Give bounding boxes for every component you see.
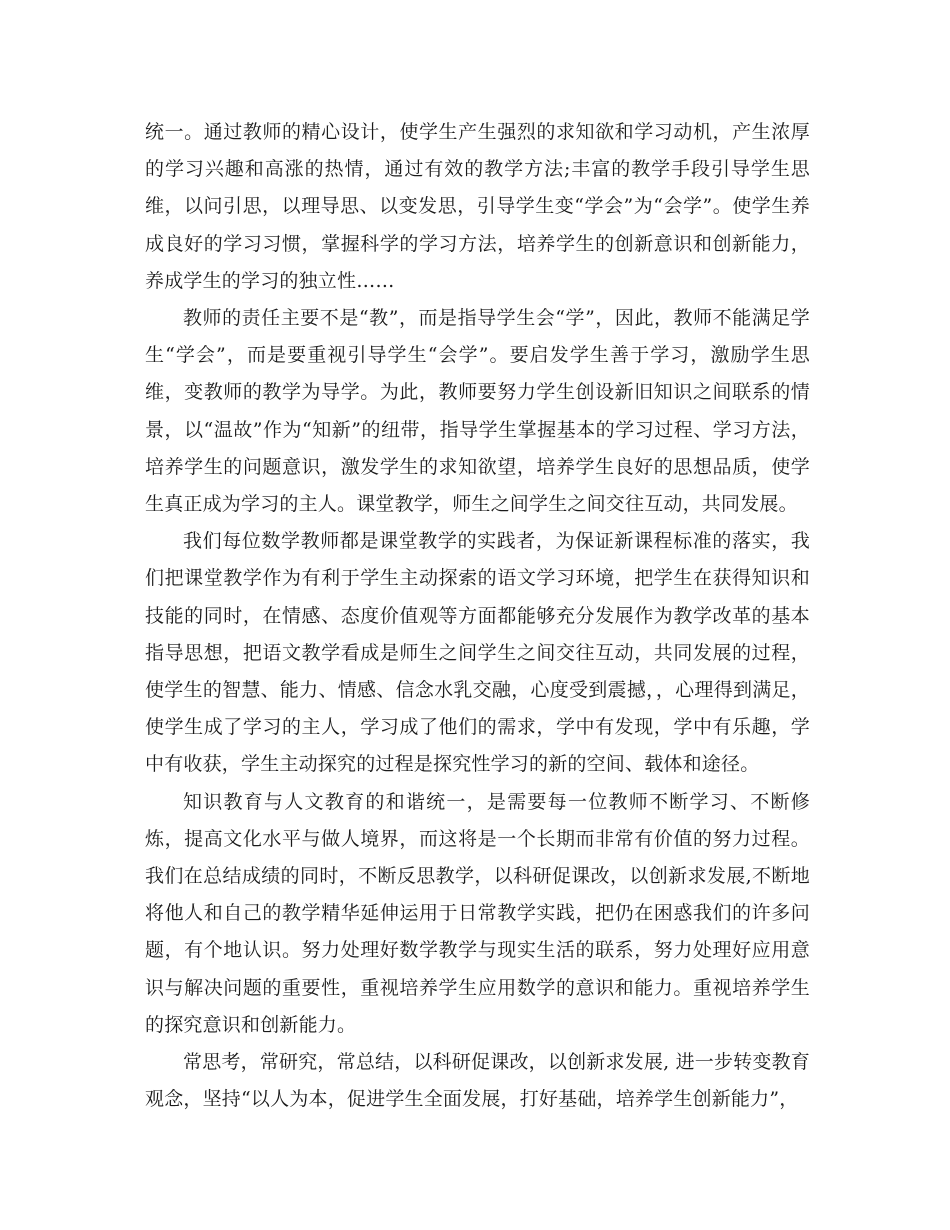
paragraph-4: 知识教育与人文教育的和谐统一，是需要每一位教师不断学习、不断修炼，提高文化水平与做人境界，而这将是一个长期而非常有价值的努力过程。我们在总结成绩的同时，不断反思教学，以科研促课改，以创新求发展,不断地将他人和自己的教学精华延伸运用于日常教学实践，把仍在困惑我们的许多问题，有个地认识。努力处理好数学教学与现实生活的联系，努力处理好应用意识与解决问题的重要性，重视培养学生应用数学的意识和能力。重视培养学生的探究意识和创新能力。 (145, 790, 810, 1036)
document-body (145, 114, 810, 1118)
paragraph-5: 常思考，常研究，常总结，以科研促课改，以创新求发展, 进一步转变教育观念，坚持“以人为本，促进学生全面发展，打好基础，培养学生创新能力”， (145, 1051, 810, 1111)
paragraph-2: 教师的责任主要不是“教”，而是指导学生会“学”，因此，教师不能满足学生“学会”，而是要重视引导学生“会学”。要启发学生善于学习，激励学生思维，变教师的教学为导学。为此，教师要努力学生创设新旧知识之间联系的情景，以“温故”作为“知新”的纽带，指导学生掌握基本的学习过程、学习方法，培养学生的问题意识，激发学生的求知欲望，培养学生良好的思想品质，使学生真正成为学习的主人。课堂教学，师生之间学生之间交往互动，共同发展。 (145, 307, 810, 516)
paragraph-1: 统一。通过教师的精心设计，使学生产生强烈的求知欲和学习动机，产生浓厚的学习兴趣和高涨的热情，通过有效的教学方法;丰富的教学手段引导学生思维，以问引思，以理导思、以变发思，引导学生变“学会”为“会学”。使学生养成良好的学习习惯，掌握科学的学习方法，培养学生的创新意识和创新能力，养成学生的学习的独立性…… (145, 121, 810, 292)
paragraph-3: 我们每位数学教师都是课堂教学的实践者，为保证新课程标准的落实，我们把课堂教学作为有利于学生主动探索的语文学习环境，把学生在获得知识和技能的同时，在情感、态度价值观等方面都能够充分发展作为教学改革的基本指导思想，把语文教学看成是师生之间学生之间交往互动，共同发展的过程，使学生的智慧、能力、情感、信念水乳交融，心度受到震撼，，心理得到满足，使学生成了学习的主人，学习成了他们的需求，学中有发现，学中有乐趣，学中有收获，学生主动探究的过程是探究性学习的新的空间、载体和途径。 (145, 530, 810, 776)
